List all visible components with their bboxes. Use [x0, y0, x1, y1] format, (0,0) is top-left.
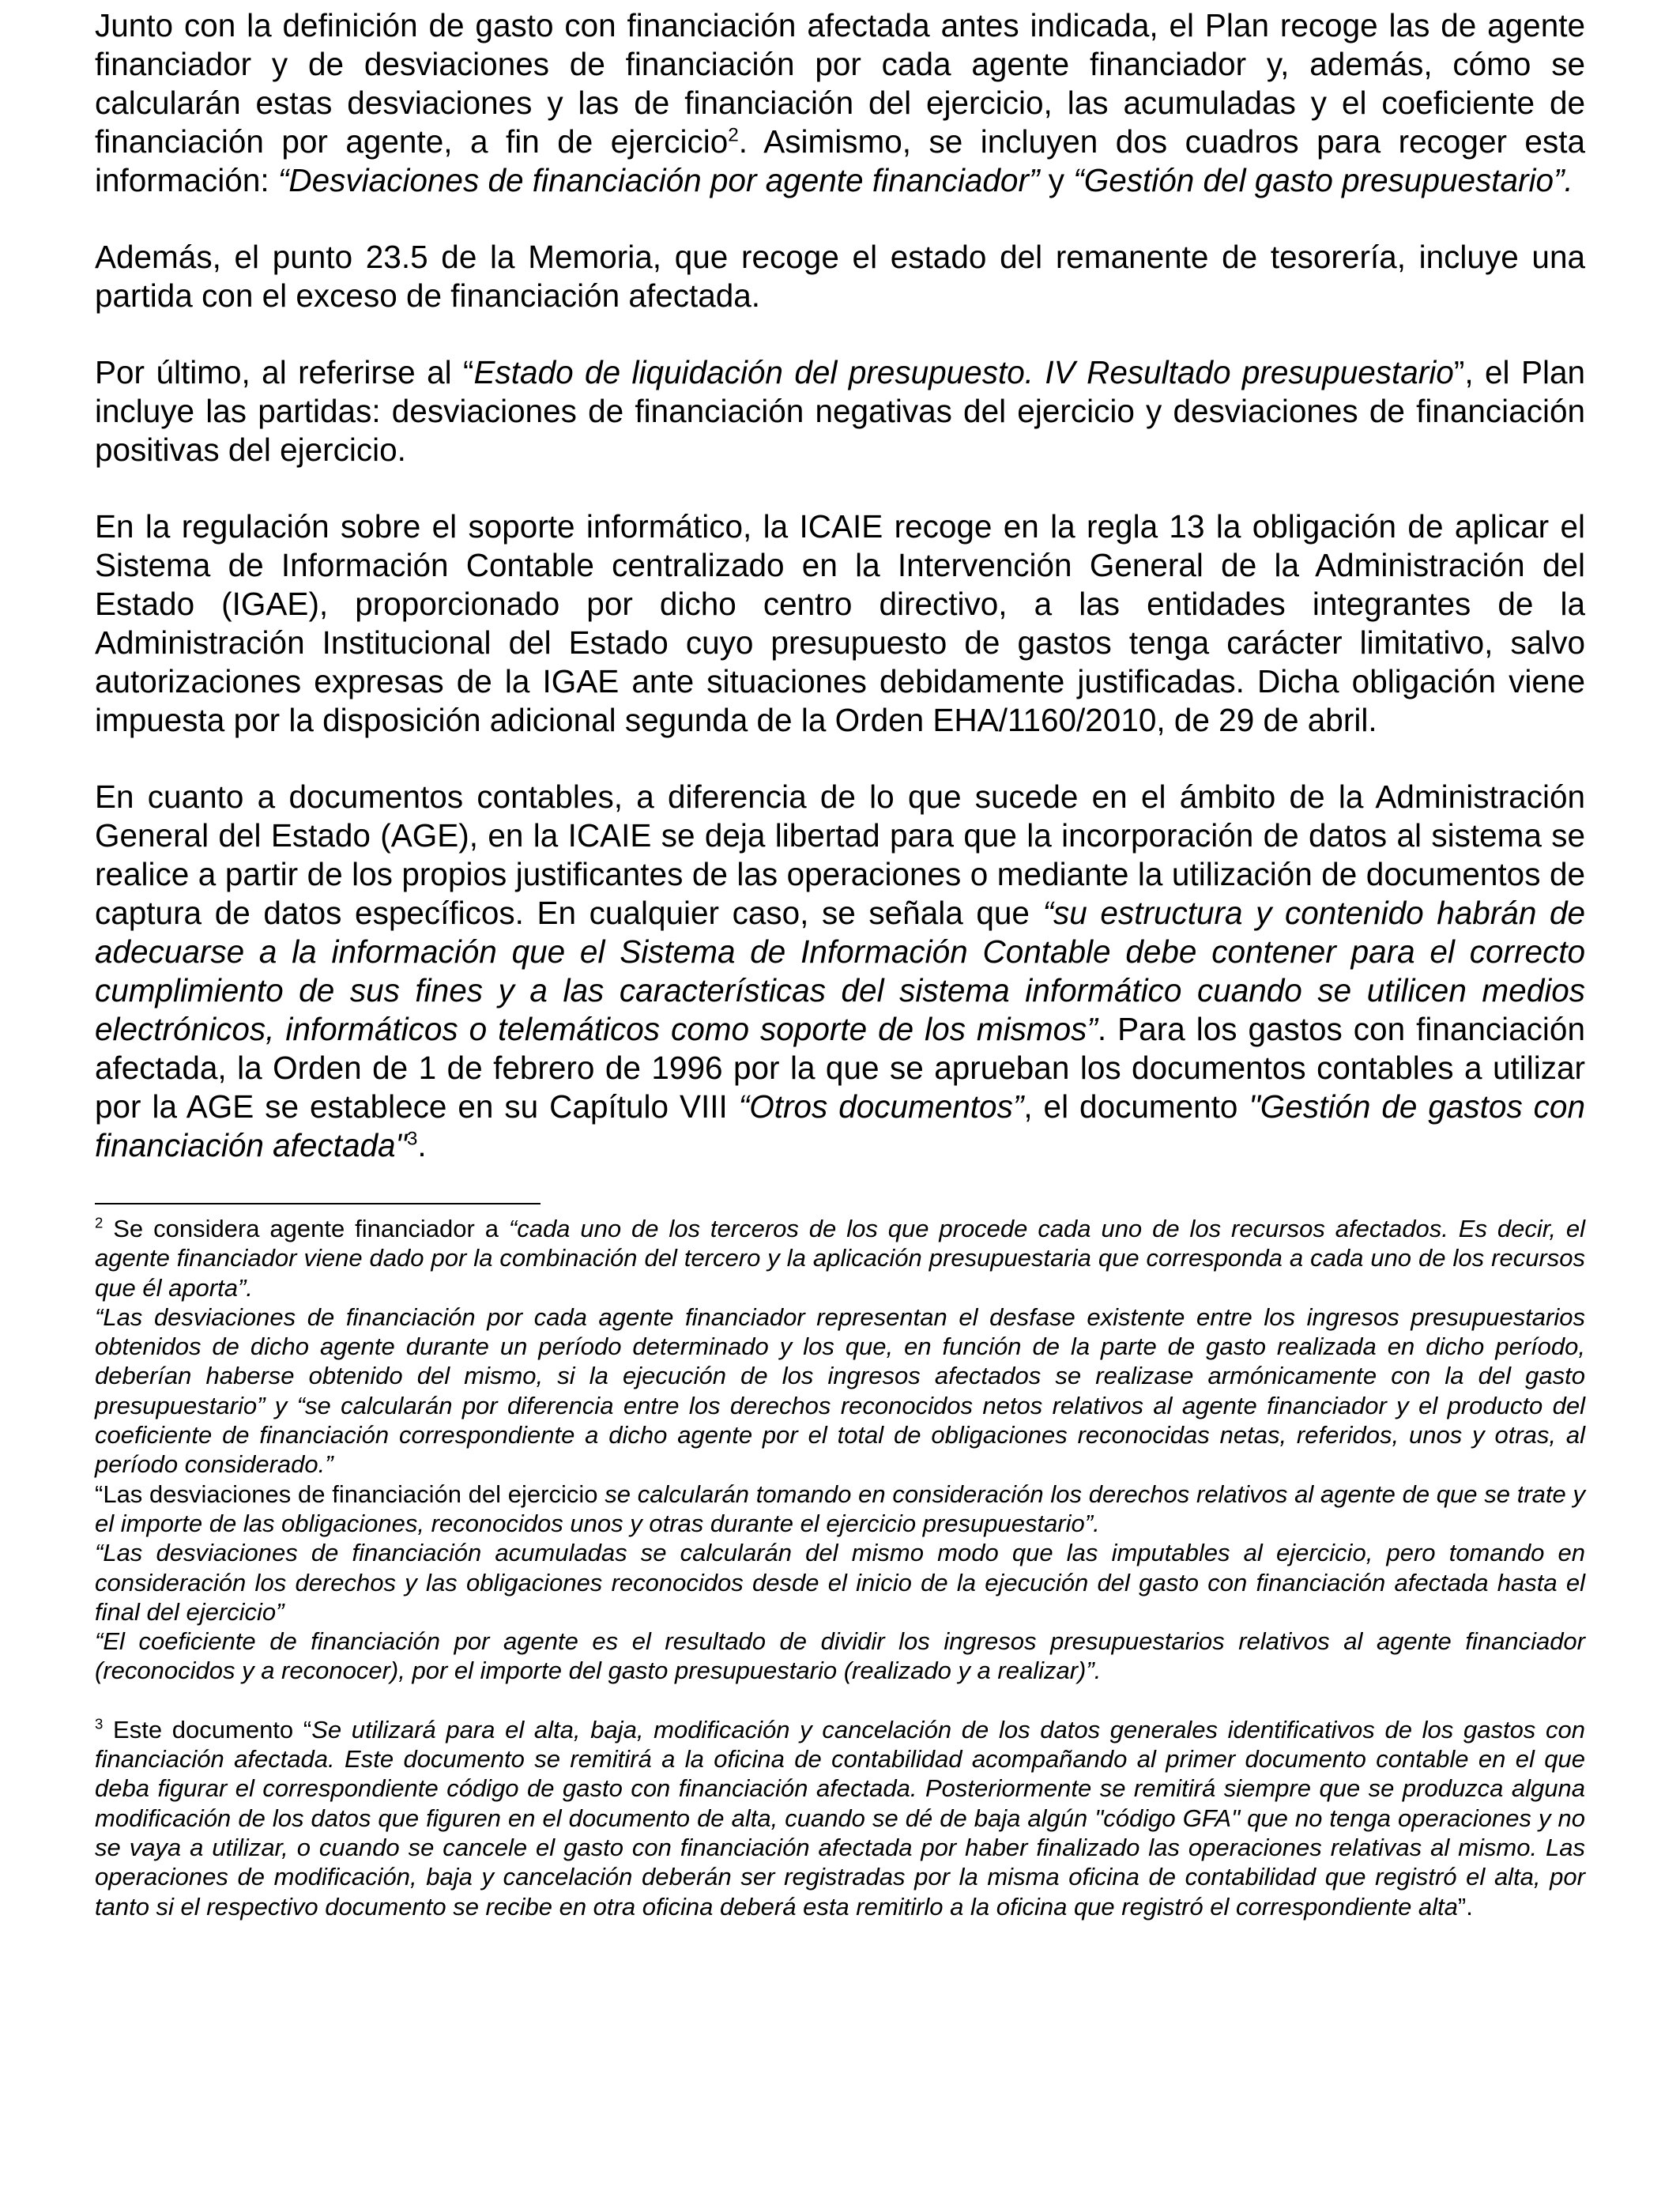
text-segment: Junto con la definición de gasto con financiación afectada antes indicada, el Plan recoge las de agente financiador y de desviaciones de financiación por cada agente financiador y, además, cómo se calcularán estas desviaciones y las de financiación del ejercicio, las acumuladas y el coeficiente de financiación por agente, a fin de ejercicio [95, 7, 1585, 160]
body-text [95, 6, 1585, 1165]
footnote-paragraph [95, 1627, 1585, 1686]
text-segment: ”, el Plan incluye las partidas: desviaciones de financiación negativas del ejercicio y desviaciones de financiación positivas del ejercicio. [95, 354, 1586, 468]
footnote-gap [95, 1686, 1585, 1715]
footnote-reference: 2 [728, 124, 739, 146]
footnote-reference: 2 [95, 1214, 104, 1231]
footnote-paragraph [95, 1302, 1585, 1480]
italic-text: se calcularán tomando en consideración los derechos relativos al agente de que se trate y el importe de las obligaciones, reconocidos unos y otras durante el ejercicio presupuestario”. [95, 1480, 1586, 1537]
italic-text: “Gestión del gasto presupuestario”. [1073, 162, 1573, 198]
footnote-reference: 3 [406, 1128, 418, 1150]
italic-text: “El coeficiente de financiación por agente es el resultado de dividir los ingresos presupuestarios relativos al agente financiador (reconocidos y a reconocer), por el importe del gasto presupuestario (realizado y a realizar)”. [95, 1627, 1585, 1685]
footnotes [95, 1214, 1585, 1921]
text-segment: Por último, al referirse al “ [95, 354, 474, 390]
paragraph [95, 6, 1585, 200]
italic-text: “Otros documentos” [738, 1088, 1024, 1125]
italic-text: “cada uno de los terceros de los que procede cada uno de los recursos afectados. Es decir, el agente financiador viene dado por la combinación del tercero y la aplicación presupuestaria que corresponda a cada uno de los recursos que él aporta”. [95, 1215, 1585, 1302]
text-segment: . [417, 1127, 427, 1163]
italic-text: "Gestión de gastos con financiación afectada" [95, 1088, 1585, 1163]
italic-text: “Las desviaciones de financiación acumuladas se calcularán del mismo modo que las imputables al ejercicio, pero tomando en consideración los derechos y las obligaciones reconocidos desde el inicio de la ejecución del gasto con financiación afectada hasta el final del ejercicio” [95, 1539, 1585, 1626]
italic-text: “su estructura y contenido habrán de adecuarse a la información que el Sistema de Información Contable debe contener para el correcto cumplimiento de sus fines y a las características del sistema informático cuando se utilicen medios electrónicos, informáticos o telemáticos como soporte de los mismos” [95, 895, 1586, 1047]
text-segment: En la regulación sobre el soporte informático, la ICAIE recoge en la regla 13 la obligación de aplicar el Sistema de Información Contable centralizado en la Intervención General de la Administración del Estado (IGAE), proporcionado por dicho centro directivo, a las entidades integrantes de la Administración Institucional del Estado cuyo presupuesto de gastos tenga carácter limitativo, salvo autorizaciones expresas de la IGAE ante situaciones debidamente justificadas. Dicha obligación viene impuesta por la disposición adicional segunda de la Orden EHA/1160/2010, de 29 de abril. [95, 508, 1585, 738]
document-page [95, 6, 1585, 1921]
italic-text: Se utilizará para el alta, baja, modificación y cancelación de los datos generales identificativos de los gastos con financiación afectada. Este documento se remitirá a la oficina de contabilidad acompañando al primer documento contable en el que deba figurar el correspondiente código de gasto con financiación afectada. Posteriormente se remitirá siempre que se produzca alguna modificación de los datos que figuren en el documento de alta, cuando se dé de baja algún "código GFA" que no tenga operaciones y no se vaya a utilizar, o cuando se cancele el gasto con financiación afectada por haber finalizado las operaciones relativas al mismo. Las operaciones de modificación, baja y cancelación deberán ser registradas por la misma oficina de contabilidad que registró el alta, por tanto si el respectivo documento se recibe en otra oficina deberá esta remitirlo a la oficina que registró el correspondiente alta [95, 1715, 1585, 1921]
text-segment: Además, el punto 23.5 de la Memoria, que recoge el estado del remanente de tesorería, incluye una partida con el exceso de financiación afectada. [95, 239, 1585, 314]
text-segment: Se considera agente financiador a [103, 1215, 509, 1242]
italic-text: “Las desviaciones de financiación por cada agente financiador representan el desfase existente entre los ingresos presupuestarios obtenidos de dicho agente durante un período determinado y los que, en función de la parte de gasto realizada en dicho período, deberían haberse obtenido del mismo, si la ejecución de los ingresos afectados se realizase armónicamente con la del gasto presupuestario” y “se calcularán por diferencia entre los derechos reconocidos netos relativos al agente financiador y el producto del coeficiente de financiación correspondiente a dicho agente por el total de obligaciones reconocidas netas, referidos, unos y otras, al período considerado.” [95, 1302, 1585, 1479]
footnote-reference: 3 [95, 1715, 104, 1732]
footnote-paragraph [95, 1715, 1585, 1921]
paragraph [95, 507, 1585, 740]
text-segment: “Las desviaciones de financiación del ejercicio [95, 1480, 605, 1508]
text-segment: En cuanto a documentos contables, a diferencia de lo que sucede en el ámbito de la Administración General del Estado (AGE), en la ICAIE se deja libertad para que la incorporación de datos al sistema se realice a partir de los propios justificantes de las operaciones o mediante la utilización de documentos de captura de datos específicos. En cualquier caso, se señala que [95, 778, 1585, 931]
text-segment: . Para los gastos con financiación afectada, la Orden de 1 de febrero de 1996 por la que se aprueban los documentos contables a utilizar por la AGE se establece en su Capítulo VIII [95, 1011, 1585, 1125]
footnote-separator [95, 1203, 541, 1204]
footnote-paragraph [95, 1538, 1585, 1627]
text-segment: y [1039, 162, 1074, 198]
footnote-paragraph [95, 1214, 1585, 1302]
text-segment: ”. [1457, 1892, 1473, 1921]
italic-text: “Desviaciones de financiación por agente financiador” [277, 162, 1040, 198]
paragraph [95, 238, 1585, 315]
italic-text: Estado de liquidación del presupuesto. IV Resultado presupuestario [473, 354, 1454, 390]
text-segment: Este documento “ [103, 1715, 312, 1744]
paragraph [95, 778, 1585, 1165]
footnote-paragraph [95, 1480, 1585, 1539]
text-segment: , el documento [1023, 1088, 1249, 1125]
text-segment: . Asimismo, se incluyen dos cuadros para recoger esta información: [95, 123, 1585, 198]
paragraph [95, 353, 1585, 469]
